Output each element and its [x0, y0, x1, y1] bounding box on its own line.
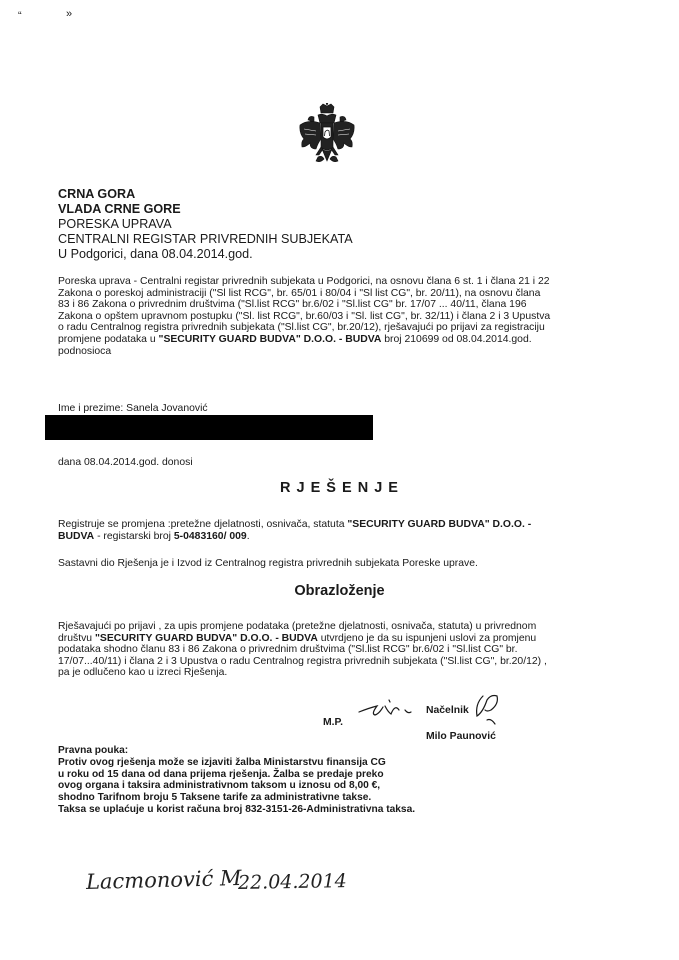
- intro-line: Poreska uprava - Centralni registar privrednih subjekata u Podgorici, na osnovu člana 6 st. 1 i člana 21 i 22: [58, 276, 550, 287]
- header-agency: PORESKA UPRAVA: [58, 217, 172, 231]
- obrazlozenje-title: Obrazloženje: [294, 583, 385, 599]
- obrazlozenje-line: Rješavajući po prijavi , za upis promjene podataka (pretežne djelatnosti, osnivača, statuta) u privrednom: [58, 621, 537, 632]
- resenje-title: R J E Š E N J E: [280, 480, 399, 496]
- pravna-line: ovog organa i taksira administrativnom taksom u iznosu od 8,00 €,: [58, 780, 381, 792]
- obrazlozenje-line: 17/07...40/11) i člana 2 i 3 Upustva o radu Centralnog registra privrednih subjekata ("Sl.list CG", br.20/12) ,: [58, 655, 547, 667]
- resenje-paragraph: [58, 519, 628, 542]
- company-name: "SECURITY GUARD BUDVA" D.O.O. - BUDVA: [94, 632, 318, 644]
- resenje-line: [58, 519, 628, 531]
- pravna-title: Pravna pouka:: [58, 745, 129, 756]
- coat-of-arms-icon: [296, 103, 358, 173]
- scan-mark: »: [66, 8, 73, 20]
- obrazlozenje-line: [58, 633, 633, 645]
- registry-number: 5-0483160/ 009: [173, 530, 247, 542]
- redaction-bar: [45, 415, 373, 440]
- header-country: CRNA GORA: [58, 187, 136, 201]
- company-name: BUDVA: [58, 530, 95, 542]
- resenje-text: - registarski broj: [94, 530, 174, 542]
- pravna-pouka: [58, 745, 415, 816]
- intro-line: o radu Centralnog registra privrednih subjekata ("Sl.list CG", br.20/12), rješavajući po prijavi za registraciju: [58, 322, 545, 334]
- intro-line: [58, 334, 628, 346]
- pravna-line: Taksa se uplaćuje u korist računa broj 832-3151-26-Administrativna taksa.: [58, 803, 416, 815]
- company-name: "SECURITY GUARD BUDVA" D.O.O. -: [347, 519, 532, 530]
- intro-line: 83 i 86 Zakona o privrednim društvima ("Sl.list RCG" br.6/02 i "Sl.list CG" br. 17/07 ... 40/11, člana 196: [58, 299, 527, 311]
- pravna-line: u roku od 15 dana od dana prijema rješenja. Žalba se predaje preko: [58, 768, 384, 780]
- resenje-line: [58, 531, 628, 543]
- obrazlozenje-line: podataka shodno članu 83 i 86 Zakona o privrednim društvima ("Sl.list RCG" br.6/02 i "Sl.list CG" br.: [58, 644, 518, 656]
- company-name: "SECURITY GUARD BUDVA" D.O.O. - BUDVA: [158, 333, 382, 345]
- obrazlozenje-line: pa je odlučeno kao u izreci Rješenja.: [58, 667, 228, 679]
- resenje-text: Registruje se promjena :pretežne djelatnosti, osnivača, statuta: [58, 519, 348, 530]
- mp-stamp-label: M.P.: [323, 717, 344, 728]
- scan-mark: “: [18, 10, 22, 22]
- pravna-line: shodno Tarifnom broju 5 Taksene tarife za administrativne takse.: [58, 792, 372, 804]
- sastavni-line: Sastavni dio Rješenja je i Izvod iz Centralnog registra privrednih subjekata Poreske uprave.: [58, 558, 478, 569]
- obrazlozenje-text: društvu: [58, 632, 95, 644]
- intro-text: promjene podataka u: [58, 333, 159, 345]
- obrazlozenje-text: utvrdjeno je da su ispunjeni uslovi za promjenu: [317, 632, 537, 644]
- applicant-name: Ime i prezime: Sanela Jovanović: [58, 403, 208, 414]
- header-registry: CENTRALNI REGISTAR PRIVREDNIH SUBJEKATA: [58, 232, 353, 246]
- intro-line: podnosioca: [58, 345, 112, 357]
- intro-line: Zakona o poreskoj administraciji ("Sl list RCG", br. 65/01 i 80/04 i "Sl list CG", br. 20/11), na osnovu člana: [58, 287, 541, 299]
- pravna-line: Protiv ovog rješenja može se izjaviti žalba Ministarstvu finansija CG: [58, 756, 386, 768]
- intro-line: Zakona o opštem upravnom postupku ("Sl. list RCG", br.60/03 i "Sl. list CG", br. 32/11) i člana 2 i 3 Upustva: [58, 310, 551, 322]
- handwritten-name: Lacmonović M: [85, 865, 242, 895]
- signature-title: Načelnik: [426, 705, 469, 716]
- obrazlozenje-paragraph: [58, 621, 633, 679]
- handwritten-date: 22.04.2014: [237, 870, 347, 894]
- header-place-date: U Podgorici, dana 08.04.2014.god.: [58, 247, 253, 261]
- issued-line: dana 08.04.2014.god. donosi: [58, 457, 193, 468]
- intro-paragraph: [58, 276, 628, 357]
- resenje-text: .: [246, 530, 250, 542]
- intro-text: broj 210699 od 08.04.2014.god.: [381, 333, 532, 345]
- signatory-name: Milo Paunović: [426, 731, 496, 742]
- header-government: VLADA CRNE GORE: [58, 202, 181, 216]
